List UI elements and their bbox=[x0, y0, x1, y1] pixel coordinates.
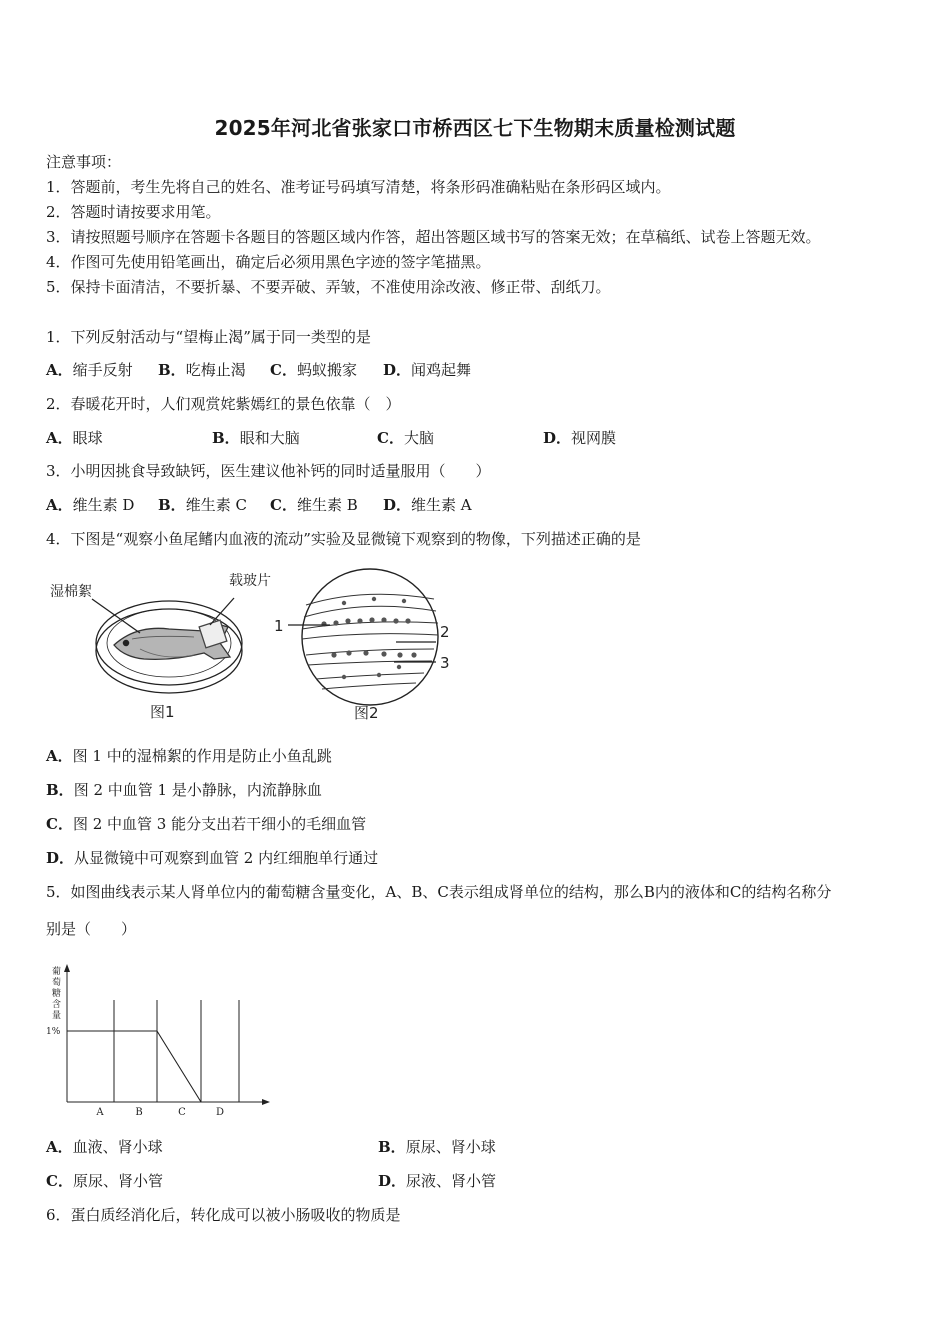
x-axis-arrow bbox=[262, 1099, 270, 1105]
q3-option-c: C．维生素 B bbox=[270, 496, 358, 514]
microscope-view-diagram bbox=[288, 569, 438, 705]
q1-option-a: A．缩手反射 bbox=[46, 361, 133, 379]
petri-dish-diagram bbox=[92, 598, 242, 693]
notice-item: 5．保持卡面清洁，不要折暴、不要弄破、弄皱，不准使用涂改液、修正带、刮纸刀。 bbox=[46, 278, 611, 296]
q4-option-c: C．图 2 中血管 3 能分支出若干细小的毛细血管 bbox=[46, 815, 367, 833]
vessel-label-3: 3 bbox=[440, 654, 450, 672]
question-1-stem: 1．下列反射活动与“望梅止渴”属于同一类型的是 bbox=[46, 328, 371, 346]
label-glass-slide: 载玻片 bbox=[229, 573, 271, 589]
y-axis-label: 葡萄糖含量 bbox=[52, 967, 62, 1021]
question-4-stem: 4．下图是“观察小鱼尾鳍内血液的流动”实验及显微镜下观察到的物像，下列描述正确的是 bbox=[46, 530, 641, 548]
vessel-label-2: 2 bbox=[440, 623, 450, 641]
q2-option-d: D．视网膜 bbox=[543, 429, 617, 447]
question-2-stem: 2．春暖花开时，人们观赏姹紫嫣红的景色依靠（ ） bbox=[46, 395, 401, 413]
glucose-chart bbox=[40, 960, 280, 1120]
q3-option-d: D．维生素 A bbox=[383, 496, 472, 514]
q2-option-b: B．眼和大脑 bbox=[212, 429, 300, 447]
q1-option-b: B．吃梅止渴 bbox=[158, 361, 246, 379]
question-5-stem-line-1: 5．如图曲线表示某人肾单位内的葡萄糖含量变化，A、B、C表示组成肾单位的结构，那么B内的液体和C的结构名称分 bbox=[46, 883, 832, 901]
q4-option-a: A．图 1 中的湿棉絮的作用是防止小鱼乱跳 bbox=[46, 747, 332, 765]
y-axis-arrow bbox=[64, 964, 70, 972]
q2-option-c: C．大脑 bbox=[377, 429, 434, 447]
q3-option-b: B．维生素 C bbox=[158, 496, 247, 514]
label-wet-cotton: 湿棉絮 bbox=[50, 584, 92, 600]
q4-option-b: B．图 2 中血管 1 是小静脉，内流静脉血 bbox=[46, 781, 322, 799]
q1-option-c: C．蚂蚁搬家 bbox=[270, 361, 357, 379]
chart-ylabel bbox=[52, 965, 61, 1021]
q5-option-c: C．原尿、肾小管 bbox=[46, 1172, 163, 1190]
question-5-stem-line-2: 别是（ ） bbox=[46, 920, 137, 938]
fish-experiment-figure bbox=[44, 565, 464, 730]
page-title: 2025年河北省张家口市桥西区七下生物期末质量检测试题 bbox=[214, 116, 736, 140]
x-tick-label-c: C bbox=[178, 1107, 186, 1118]
q5-option-d: D．尿液、肾小管 bbox=[378, 1172, 497, 1190]
notice-item: 3．请按照题号顺序在答题卡各题目的答题区域内作答，超出答题区域书写的答案无效；在草稿纸、试卷上答题无效。 bbox=[46, 228, 821, 246]
y-tick-label: 1% bbox=[46, 1027, 61, 1037]
q1-option-d: D．闻鸡起舞 bbox=[383, 361, 472, 379]
question-6-stem: 6．蛋白质经消化后，转化成可以被小肠吸收的物质是 bbox=[46, 1206, 401, 1224]
q3-option-a: A．维生素 D bbox=[46, 496, 135, 514]
x-tick-label-d: D bbox=[215, 1107, 225, 1118]
x-tick-label-a: A bbox=[96, 1107, 104, 1118]
notice-item: 2．答题时请按要求用笔。 bbox=[46, 203, 221, 221]
notice-item: 1．答题前，考生先将自己的姓名、准考证号码填写清楚，将条形码准确粘贴在条形码区域内。 bbox=[46, 178, 671, 196]
notice-item: 4．作图可先使用铅笔画出，确定后必须用黑色字迹的签字笔描黑。 bbox=[46, 253, 491, 271]
glucose-series-line bbox=[67, 1031, 239, 1102]
question-3-stem: 3．小明因挑食导致缺钙，医生建议他补钙的同时适量服用（ ） bbox=[46, 462, 491, 480]
caption-figure-1: 图1 bbox=[150, 703, 175, 721]
q2-option-a: A．眼球 bbox=[46, 429, 103, 447]
caption-figure-2: 图2 bbox=[354, 704, 379, 722]
vessel-label-1: 1 bbox=[274, 617, 284, 635]
notice-heading: 注意事项： bbox=[46, 153, 122, 171]
x-tick-label-b: B bbox=[135, 1107, 143, 1118]
q4-option-d: D．从显微镜中可观察到血管 2 内红细胞单行通过 bbox=[46, 849, 379, 867]
q5-option-b: B．原尿、肾小球 bbox=[378, 1138, 496, 1156]
q5-option-a: A．血液、肾小球 bbox=[46, 1138, 163, 1156]
